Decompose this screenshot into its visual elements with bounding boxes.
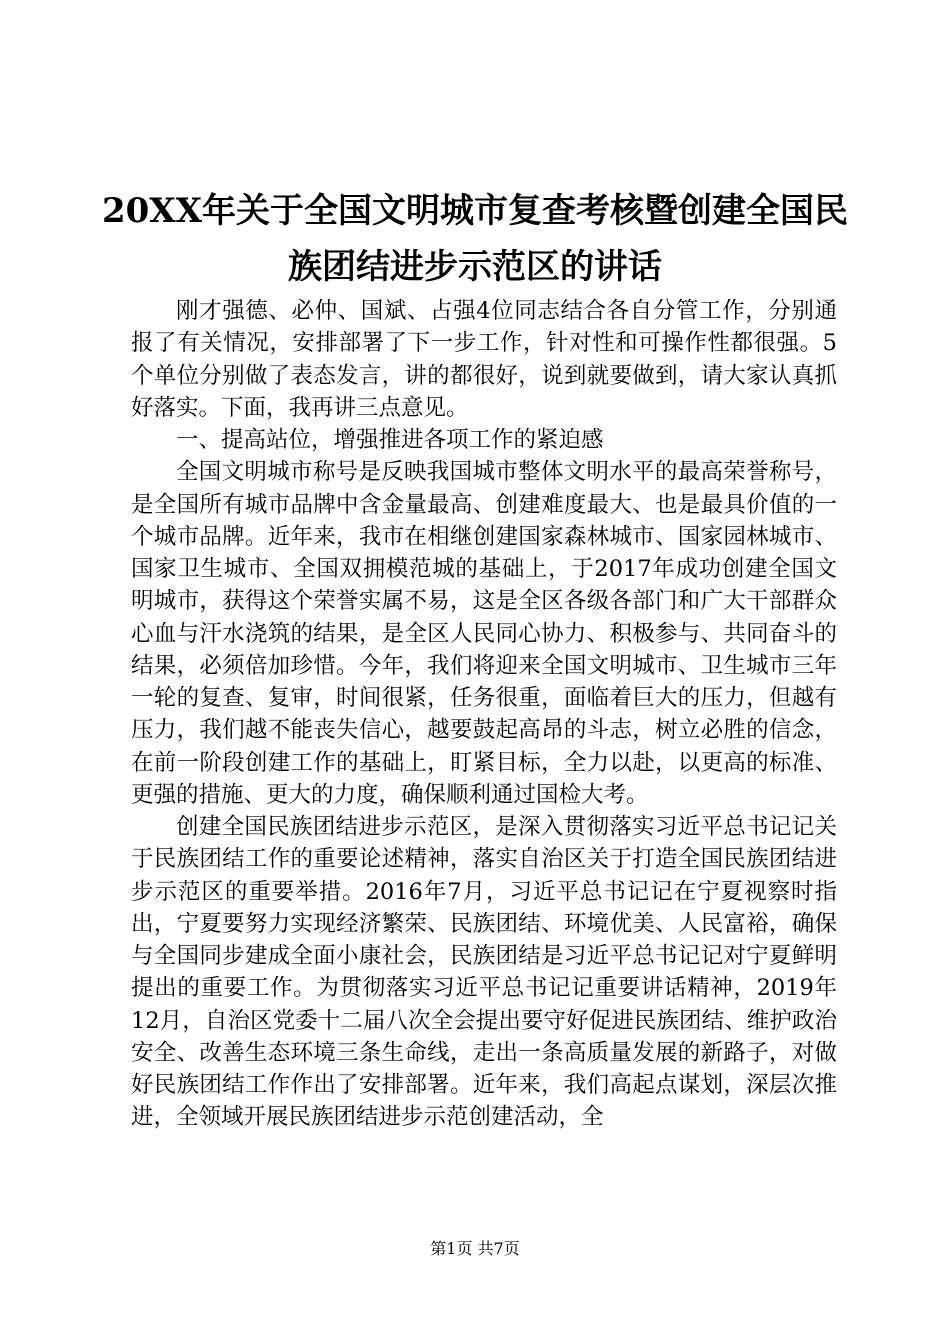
document-title: 20XX年关于全国文明城市复查考核暨创建全国民族团结进步示范区的讲话 bbox=[101, 191, 849, 287]
section-heading-1: 一、提高站位，增强推进各项工作的紧迫感 bbox=[176, 427, 604, 453]
document-body bbox=[131, 295, 837, 1134]
paragraph-civilized-city: 全国文明城市称号是反映我国城市整体文明水平的最高荣誉称号，是全国所有城市品牌中含金量最高、创建难度最大、也是最具价值的一个城市品牌。近年来，我市在相继创建国家森林城市、国家园林城市、国家卫生城市、全国双拥模范城的基础上，于2017年成功创建全国文明城市，获得这个荣誉实属不易，这是全区各级各部门和广大干部群众心血与汗水浇筑的结果，是全区人民同心协力、积极参与、共同奋斗的结果，必须倍加珍惜。今年，我们将迎来全国文明城市、卫生城市三年一轮的复查、复审，时间很紧，任务很重，面临着巨大的压力，但越有压力，我们越不能丧失信心，越要鼓起高昂的斗志，树立必胜的信念，在前一阶段创建工作的基础上，盯紧目标，全力以赴，以更高的标准、更强的措施、更大的力度，确保顺利通过国检大考。 bbox=[131, 459, 837, 808]
paragraph-ethnic-unity: 创建全国民族团结进步示范区，是深入贯彻落实习近平总书记记关于民族团结工作的重要论述精神，落实自治区关于打造全国民族团结进步示范区的重要举措。2016年7月，习近平总书记记在宁夏视察时指出，宁夏要努力实现经济繁荣、民族团结、环境优美、人民富裕，确保与全国同步建成全面小康社会，民族团结是习近平总书记记对宁夏鲜明提出的重要工作。为贯彻落实习近平总书记记重要讲话精神，2019年12月，自治区党委十二届八次全会提出要守好促进民族团结、维护政治安全、改善生态环境三条生命线，走出一条高质量发展的新路子，对做好民族团结工作作出了安排部署。近年来，我们高起点谋划，深层次推进，全领域开展民族团结进步示范创建活动，全 bbox=[131, 814, 837, 1131]
page-number: 第1页 共7页 bbox=[430, 1239, 520, 1258]
paragraph-intro: 刚才强德、必仲、国斌、占强4位同志结合各自分管工作，分别通报了有关情况，安排部署了下一步工作，针对性和可操作性都很强。5个单位分别做了表态发言，讲的都很好，说到就要做到，请大家认真抓好落实。下面，我再讲三点意见。 bbox=[131, 298, 837, 421]
